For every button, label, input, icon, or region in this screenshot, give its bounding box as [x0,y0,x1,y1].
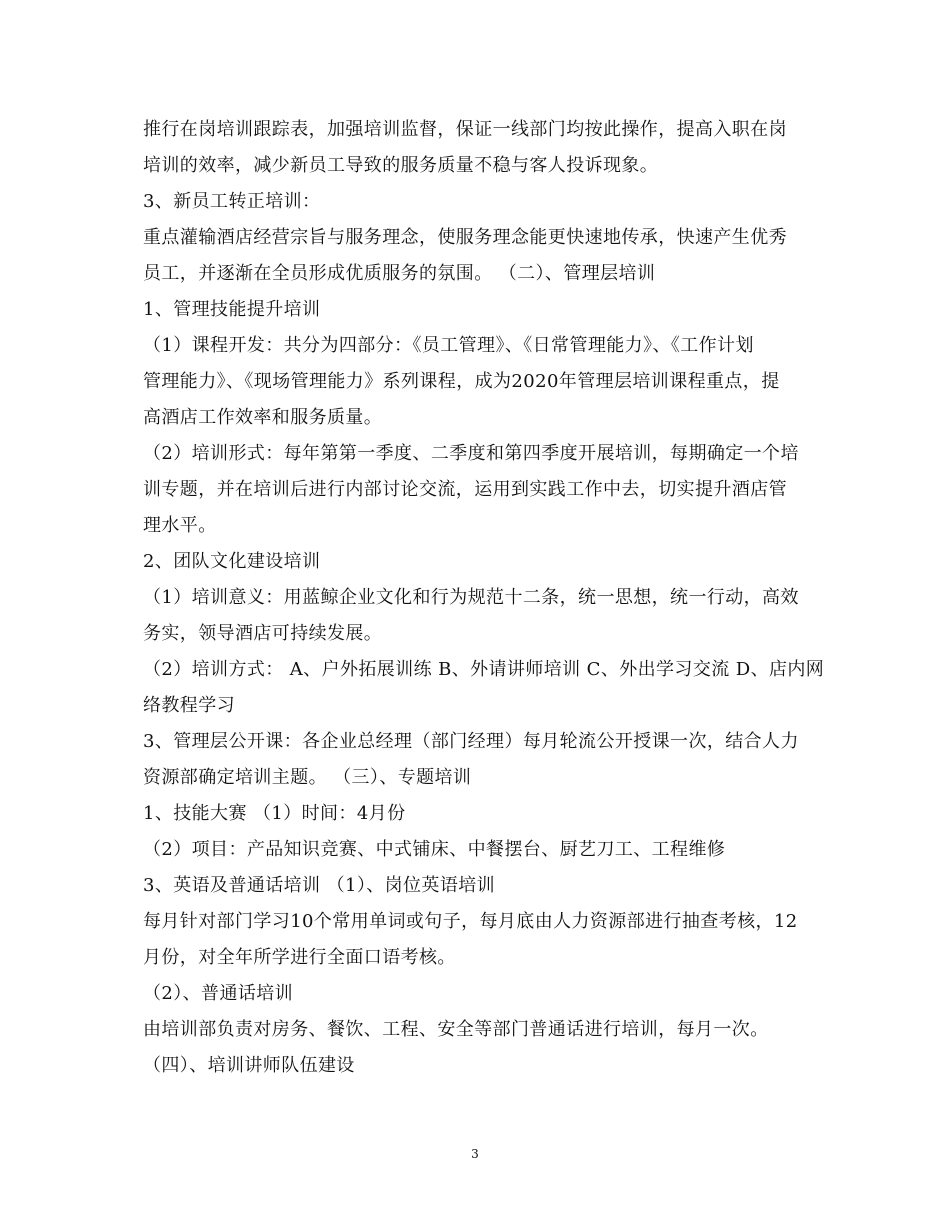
text-line: （1）课程开发：共分为四部分：《员工管理》、《日常管理能力》、《工作计划 [143,335,754,356]
text-line: 理水平。 [143,515,217,536]
text-line: （2）项目：产品知识竞赛、中式铺床、中餐摆台、厨艺刀工、工程维修 [143,839,726,860]
text-line: （1）培训意义：用蓝鲸企业文化和行为规范十二条，统一思想，统一行动，高效 [143,587,799,608]
text-line: 每月针对部门学习10个常用单词或句子，每月底由人力资源部进行抽查考核，12 [143,911,798,932]
text-line: 2、团队文化建设培训 [143,551,321,572]
text-line: 训专题，并在培训后进行内部讨论交流，运用到实践工作中去，切实提升酒店管 [143,479,787,500]
text-line: 资源部确定培训主题。 （三）、专题培训 [143,767,472,788]
text-line: 3、英语及普通话培训 （1）、岗位英语培训 [143,875,496,896]
text-line: 员工，并逐渐在全员形成优质服务的氛围。 （二）、管理层培训 [143,263,656,284]
text-line: 务实，领导酒店可持续发展。 [143,623,383,644]
text-line: （2）、普通话培训 [143,983,294,1004]
text-line: 络教程学习 [143,695,235,716]
text-line: 培训的效率，减少新员工导致的服务质量不稳与客人投诉现象。 [143,155,659,176]
text-line: 1、技能大赛 （1）时间：4月份 [143,803,406,824]
document-body [143,112,825,1084]
text-line: 管理能力》、《现场管理能力》系列课程，成为2020年管理层培训课程重点，提 [143,371,780,392]
text-line: 高酒店工作效率和服务质量。 [143,407,383,428]
text-line: （2）培训形式：每年第第一季度、二季度和第四季度开展培训，每期确定一个培 [143,443,799,464]
text-line: 推行在岗培训跟踪表，加强培训监督，保证一线部门均按此操作，提高入职在岗 [143,119,787,140]
text-line: 3、管理层公开课：各企业总经理（部门经理）每月轮流公开授课一次，结合人力 [143,731,799,752]
text-line: （四）、培训讲师队伍建设 [143,1055,355,1076]
text-line: 重点灌输酒店经营宗旨与服务理念，使服务理念能更快速地传承，快速产生优秀 [143,227,787,248]
text-line: 由培训部负责对房务、餐饮、工程、安全等部门普通话进行培训，每月一次。 [143,1019,769,1040]
text-line: 3、新员工转正培训： [143,191,321,212]
text-line: 月份，对全年所学进行全面口语考核。 [143,947,456,968]
page-number: 3 [471,1147,479,1161]
text-line: 1、管理技能提升培训 [143,299,321,320]
text-line: （2）培训方式： A、户外拓展训练 B、外请讲师培训 C、外出学习交流 D、店内网 [143,659,825,680]
